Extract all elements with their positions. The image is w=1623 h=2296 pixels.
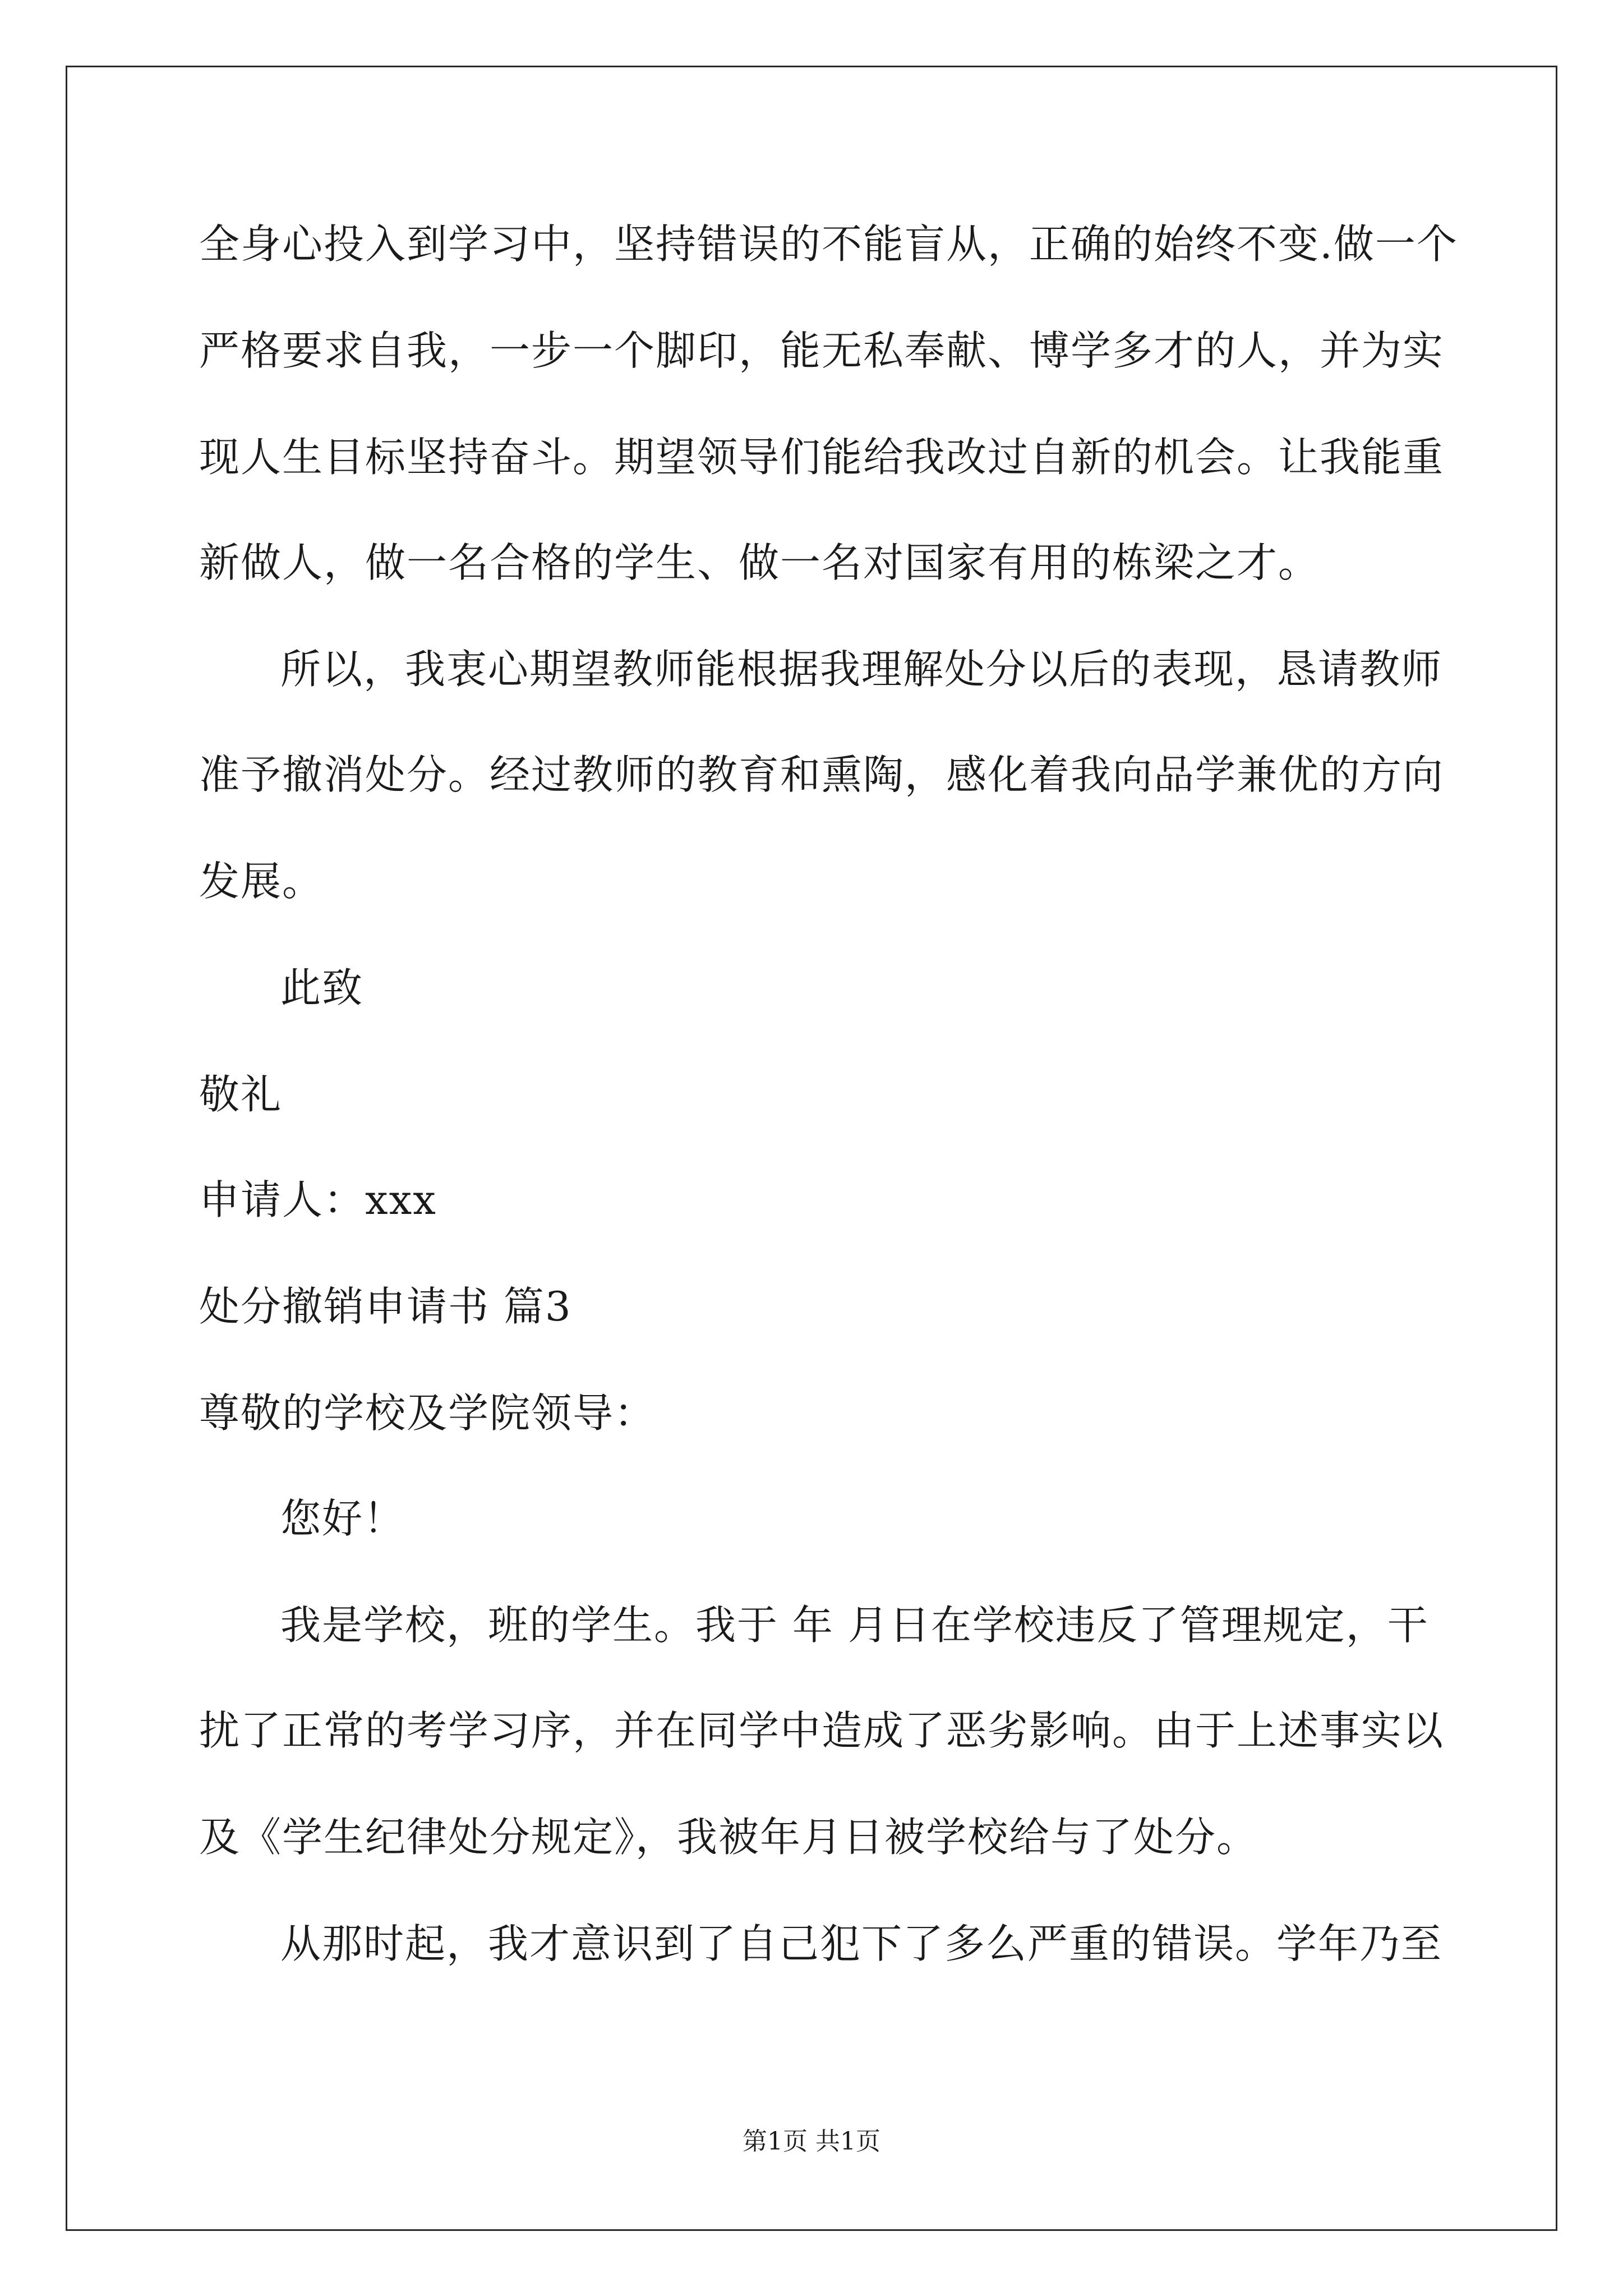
paragraph-line: 严格要求自我，一步一个脚印，能无私奉献、博学多才的人，并为实 [199,327,1445,374]
paragraph-line: 扰了正常的考学习序，并在同学中造成了恶劣影响。由于上述事实以 [199,1707,1445,1754]
applicant-text: 申请人：xxx [199,1176,437,1223]
paragraph-line: 全身心投入到学习中，坚持错误的不能盲从，正确的始终不变.做一个 [199,220,1458,268]
paragraph-line: 所以，我衷心期望教师能根据我理解处分以后的表现，恳请教师 [280,646,1443,693]
closing-text: 此致 [280,964,364,1011]
paragraph-line: 准予撤消处分。经过教师的教育和熏陶，感化着我向品学兼优的方向 [199,751,1445,798]
paragraph-line: 新做人，做一名合格的学生、做一名对国家有用的栋梁之才。 [199,539,1320,586]
paragraph-line: 及《学生纪律处分规定》，我被年月日被学校给与了处分。 [199,1814,1258,1861]
paragraph-line: 我是学校，班的学生。我于 年 月日在学校违反了管理规定，干 [280,1602,1429,1649]
page-frame [66,66,1557,2231]
greeting-text: 尊敬的学校及学院领导： [199,1389,656,1437]
salute-text: 敬礼 [199,1071,283,1118]
paragraph-line: 从那时起，我才意识到了自己犯下了多么严重的错误。学年乃至 [280,1920,1443,1967]
paragraph-line: 现人生目标坚持奋斗。期望领导们能给我改过自新的机会。让我能重 [199,434,1445,481]
section-title: 处分撤销申请书 篇3 [199,1283,572,1330]
paragraph-line: 发展。 [199,858,324,905]
page-footer: 第1页 共1页 [743,2127,880,2156]
hello-text: 您好！ [280,1495,405,1542]
